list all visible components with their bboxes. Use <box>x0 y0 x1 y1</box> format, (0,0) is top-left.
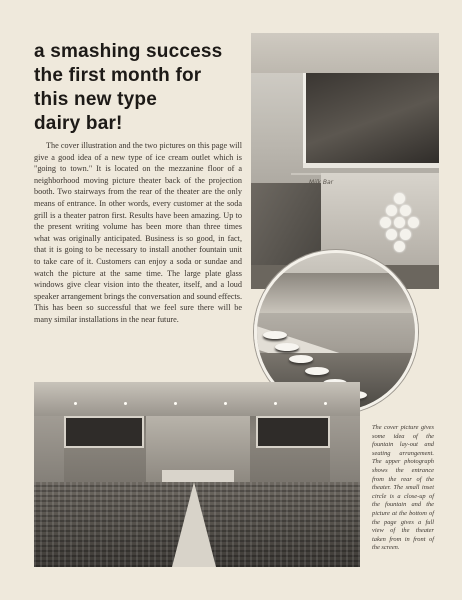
decorative-circles <box>376 193 424 253</box>
photo-caption: The cover picture gives some idea of the fountain lay-out and seating arrangement. The upper photograph shows the entrance from the rear of the theater. The small inset circle is a close-up of the fountain and the picture at the bottom of the page gives a full view of the theater taken from in front of the screen. <box>372 424 434 552</box>
headline-line-1: a smashing success <box>34 41 223 62</box>
headline-line-4: dairy bar! <box>34 113 123 134</box>
headline-line-3: this new type <box>34 89 157 110</box>
auditorium-photo <box>34 382 360 567</box>
milk-bar-sign: Milk Bar <box>309 179 334 186</box>
headline <box>34 40 244 136</box>
headline-line-2: the first month for <box>34 65 202 86</box>
article-body: The cover illustration and the two pictures on this page will give a good idea of a new type of ice cream outlet which is "going to town." It is located on the mezzanine floor of a neighborhood moving picture theater back of the projection booth. Two stairways from the rear of the theater are the only means of entrance. In other words, every customer at the soda grill is a theater patron first. Results have been amazing. Up to the present writing volume has been more than three times what was originally anticipated. Business is so good, in fact, that it is going to be necessary to install another fountain unit to take care of it. Customers can enjoy a soda or sundae and watch the picture at the same time. The large plate glass windows give clear vision into the theater, itself, and a loud speaker arrangement brings the conversation and sound effects. This has been so successful that we feel sure there will be many similar installations in the near future. <box>34 141 242 324</box>
